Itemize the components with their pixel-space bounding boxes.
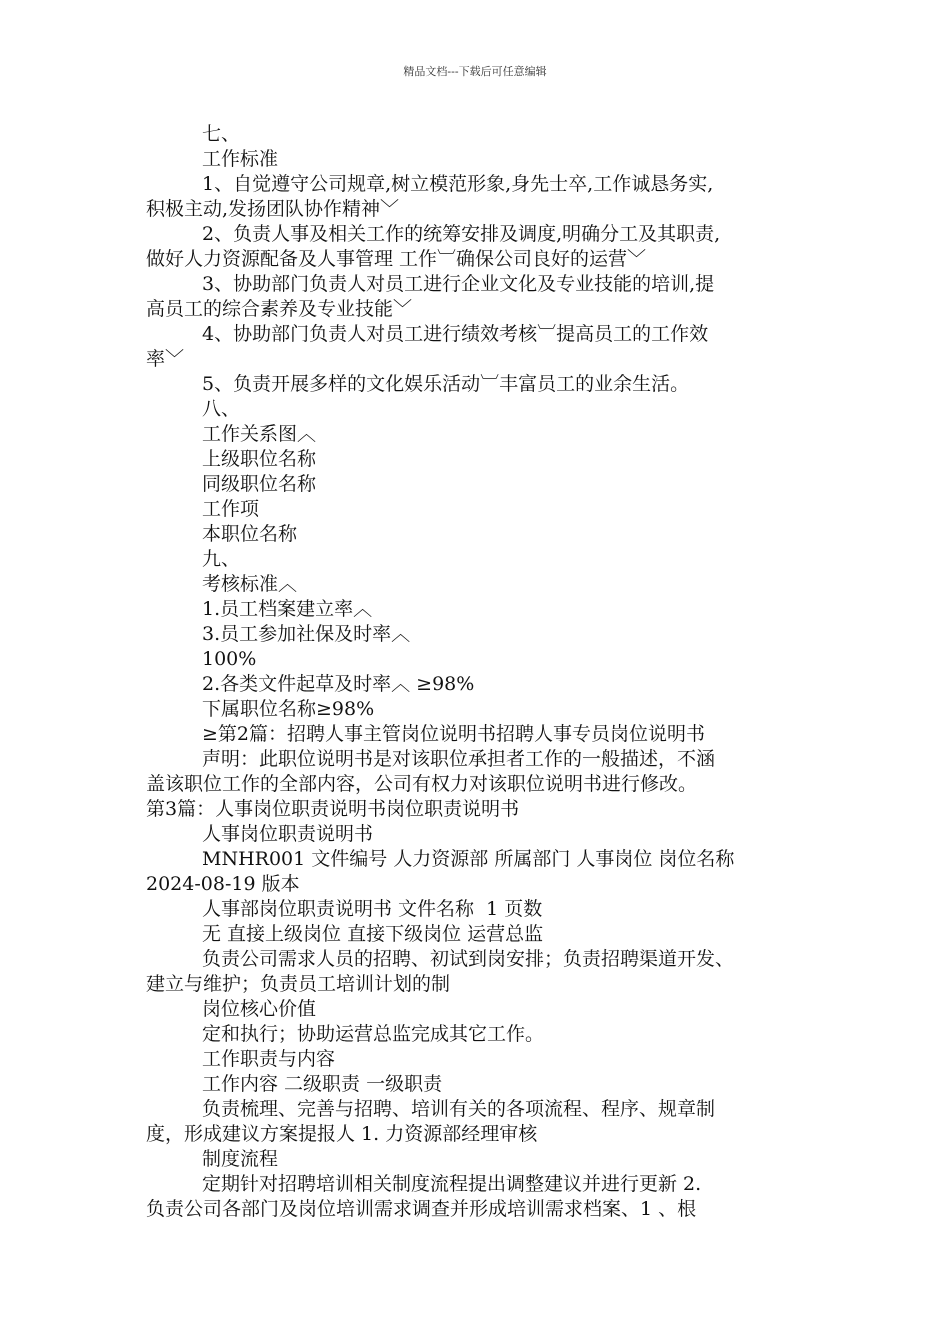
text-line: MNHR001 文件编号 人力资源部 所属部门 人事岗位 岗位名称 (202, 848, 735, 870)
text-line: 考核标准︿ (202, 573, 298, 595)
text-line: 4、协助部门负责人对员工进行绩效考核︺提高员工的工作效 (202, 323, 709, 345)
text-line: 盖该职位工作的全部内容，公司有权力对该职位说明书进行修改。 (146, 773, 698, 795)
text-line: 率﹀ (146, 348, 185, 370)
text-line: 2.各类文件起草及时率︿ ≥98% (202, 673, 475, 695)
text-line: ≥第2篇：招聘人事主管岗位说明书招聘人事专员岗位说明书 (202, 723, 706, 745)
text-line: 八、 (202, 398, 241, 420)
text-line: 九、 (202, 548, 241, 570)
text-line: 上级职位名称 (202, 448, 317, 470)
text-line: 做好人力资源配备及人事管理 工作︺确保公司良好的运营﹀ (146, 248, 647, 270)
text-line: 人事岗位职责说明书 (202, 823, 374, 845)
text-line: 1、自觉遵守公司规章,树立模范形象,身先士卒,工作诚恳务实, (202, 173, 714, 195)
text-line: 定和执行；协助运营总监完成其它工作。 (202, 1023, 545, 1045)
document-body (146, 122, 814, 1222)
text-line: 负责公司各部门及岗位培训需求调查并形成培训需求档案、1 、根 (146, 1198, 697, 1220)
text-line: 5、负责开展多样的文化娱乐活动︺丰富员工的业余生活。 (202, 373, 690, 395)
text-line: 无 直接上级岗位 直接下级岗位 运营总监 (202, 923, 544, 945)
text-line: 七、 (202, 123, 241, 145)
text-line: 2、负责人事及相关工作的统筹安排及调度,明确分工及其职责, (202, 223, 721, 245)
text-line: 工作标准 (202, 148, 279, 170)
page-header: 精品文档---下载后可任意编辑 (403, 65, 547, 78)
text-line: 下属职位名称≥98% (202, 698, 375, 720)
text-line: 100% (202, 648, 257, 670)
text-line: 工作关系图︿ (202, 423, 317, 445)
text-line: 度，形成建议方案提报人 1. 力资源部经理审核 (146, 1123, 538, 1145)
text-line: 工作项 (202, 498, 260, 520)
text-line: 定期针对招聘培训相关制度流程提出调整建议并进行更新 2. (202, 1173, 702, 1195)
text-line: 负责公司需求人员的招聘、初试到岗安排；负责招聘渠道开发、 (202, 948, 735, 970)
text-line: 3、协助部门负责人对员工进行企业文化及专业技能的培训,提 (202, 273, 715, 295)
text-line: 积极主动,发扬团队协作精神﹀ (146, 198, 400, 220)
text-line: 工作内容 二级职责 一级职责 (202, 1073, 443, 1095)
text-line: 建立与维护；负责员工培训计划的制 (146, 973, 451, 995)
text-line: 岗位核心价值 (202, 998, 317, 1020)
text-line: 1.员工档案建立率︿ (202, 598, 373, 620)
text-line: 第3篇：人事岗位职责说明书岗位职责说明书 (146, 798, 520, 820)
text-line: 本职位名称 (202, 523, 298, 545)
text-line: 工作职责与内容 (202, 1048, 336, 1070)
text-line: 2024-08-19 版本 (146, 873, 300, 895)
text-line: 负责梳理、完善与招聘、培训有关的各项流程、程序、规章制 (202, 1098, 716, 1120)
text-line: 高员工的综合素养及专业技能﹀ (146, 298, 413, 320)
text-line: 声明：此职位说明书是对该职位承担者工作的一般描述，不涵 (202, 748, 716, 770)
text-line: 3.员工参加社保及时率︿ (202, 623, 411, 645)
text-line: 同级职位名称 (202, 473, 317, 495)
text-line: 人事部岗位职责说明书 文件名称 1 页数 (202, 898, 543, 920)
text-line: 制度流程 (202, 1148, 279, 1170)
